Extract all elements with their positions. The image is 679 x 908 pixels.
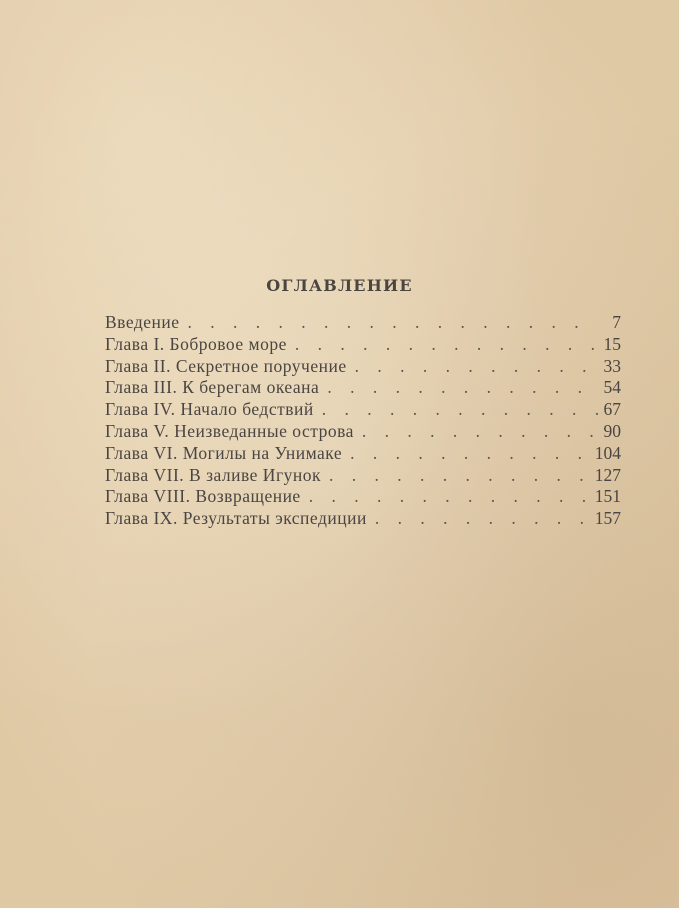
toc-entry: [105, 443, 621, 465]
toc-entry-title: Глава I. Бобровое море: [105, 333, 287, 354]
dot-leader: [355, 356, 598, 378]
dot-leader: [188, 312, 598, 334]
toc-entry: [105, 465, 621, 487]
dot-leader: [375, 508, 590, 530]
toc-entry: [105, 486, 621, 508]
dot-leader: [350, 443, 590, 465]
toc-entry-title: Глава VIII. Возвращение: [105, 486, 301, 507]
toc-entry-title: Глава V. Неизведанные острова: [105, 420, 354, 441]
table-of-contents-title: ОГЛАВЛЕНИЕ: [266, 276, 413, 295]
toc-entry: [105, 399, 621, 421]
toc-entry-page-number: 15: [603, 333, 621, 354]
toc-entry: [105, 377, 621, 399]
toc-entry-page-number: 67: [603, 399, 621, 420]
table-of-contents: [105, 312, 621, 530]
toc-entry-title: Глава II. Секретное поручение: [105, 355, 347, 376]
toc-entry-title: Глава VI. Могилы на Унимаке: [105, 442, 343, 463]
dot-leader: [322, 399, 598, 421]
toc-entry-title: Глава III. К берегам океана: [105, 377, 320, 398]
dot-leader: [362, 421, 598, 443]
toc-entry-page-number: 90: [603, 420, 621, 441]
toc-entry-page-number: 157: [594, 508, 621, 529]
toc-entry: [105, 334, 621, 356]
dot-leader: [329, 465, 590, 487]
toc-entry: [105, 312, 621, 334]
toc-entry-page-number: 54: [603, 377, 621, 398]
toc-entry-page-number: 104: [594, 442, 621, 463]
toc-entry: [105, 356, 621, 378]
toc-entry-title: Глава IV. Начало бедствий: [105, 399, 314, 420]
toc-entry-page-number: 33: [603, 355, 621, 376]
dot-leader: [327, 377, 598, 399]
toc-entry-page-number: 7: [612, 312, 621, 332]
toc-entry-title: Глава IX. Результаты экспедиции: [105, 508, 367, 529]
toc-entry: [105, 421, 621, 443]
toc-entry-page-number: 151: [594, 486, 621, 507]
dot-leader: [295, 334, 598, 356]
toc-entry-title: Введение: [105, 312, 180, 332]
toc-entry: [105, 508, 621, 530]
toc-entry-page-number: 127: [594, 464, 621, 485]
dot-leader: [309, 486, 590, 508]
toc-entry-title: Глава VII. В заливе Игунок: [105, 464, 321, 485]
